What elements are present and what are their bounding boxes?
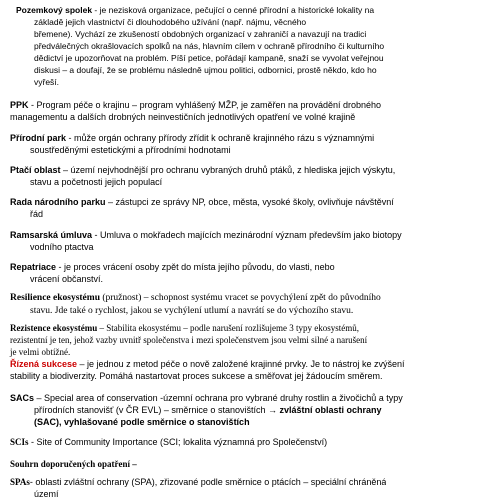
entry-line: managementu a dalších drobných neinvestičních jednotlivých opatření ve volné krajině: [10, 112, 356, 122]
entry-line: [0, 261, 335, 273]
entry-line: vodního ptactva: [30, 242, 94, 252]
entry-text: - je proces vrácení osoby zpět do místa jejího původu, do vlasti, nebo: [56, 262, 335, 272]
entry-text: - oblasti zvláštní ochrany (SPA), zřizované podle směrnice o ptácích – speciální chráněná: [29, 477, 387, 487]
entry-term: Pozemkový spolek: [16, 5, 93, 15]
entry-term: SACs: [10, 393, 35, 403]
entry-rezistence: [0, 322, 367, 358]
entry-repatriace: [0, 261, 335, 285]
entry-ramsarska-umluva: [0, 229, 402, 253]
entry-line: diskusi – a doufají, že se problému následně ujmou politici, odbornici, prostě někdo, kdo ho: [34, 65, 377, 75]
entry-line: [0, 476, 386, 488]
entry-text: - Umluva o mokřadech majících mezinárodní význam především jako biotopy: [92, 230, 402, 240]
entry-text: – je jednou z metod péče o nově založené krajinné prvky. Je to nástroj ke zvýšení: [77, 359, 405, 369]
entry-term: Repatriace: [10, 262, 57, 272]
entry-line: [0, 132, 374, 144]
entry-line: území: [34, 489, 59, 499]
entry-line: [0, 458, 137, 470]
entry-line: [0, 4, 384, 16]
entry-text: –: [130, 459, 137, 469]
entry-line: [0, 229, 402, 241]
entry-line: stavu a početnosti jejich populací: [30, 177, 163, 187]
entry-text: - může orgán ochrany přírody zřídit k ochraně krajinného rázu s významnými: [66, 133, 375, 143]
entry-line: vyřeší.: [34, 77, 60, 87]
entry-term: Rezistence ekosystému: [10, 323, 98, 333]
entry-ppk: [0, 99, 381, 123]
entry-line: [0, 292, 381, 305]
entry-text: přírodních stanovišť (v ČR EVL) – směrnice o stanovištích: [34, 405, 266, 415]
entry-term: Resilience ekosystému: [10, 293, 100, 303]
entry-souhrn: [0, 458, 137, 470]
entry-emphasis: → zvláštní oblasti ochrany: [265, 405, 382, 415]
entry-term: Řízená sukcese: [10, 359, 78, 369]
entry-line: stability a biodiverzity. Pomáhá nastartovat proces sukcese a směřovat jej žádoucím směrem.: [10, 371, 383, 381]
entry-line: [0, 404, 403, 416]
entry-line: základě jejich vlastnictví či dlouhodobého užívání (např. nájmu, věcného: [34, 17, 307, 27]
entry-term: Souhrn doporučených opatření: [10, 459, 131, 469]
entry-text: - je nezisková organizace, pečující o cenné přírodní a historické lokality na: [92, 5, 375, 15]
entry-prirodni-park: [0, 132, 374, 156]
entry-line: [0, 322, 367, 334]
entry-sacs: [0, 392, 403, 428]
entry-rada-np: [0, 196, 394, 220]
entry-term: Ramsarská úmluva: [10, 230, 93, 240]
entry-text: - Site of Community Importance (SCI; lokalita významná pro Společenství): [28, 437, 328, 447]
entry-text: – Special area of conservation -územní ochrana pro vybrané druhy rostlin a živočichů a typy: [36, 393, 403, 403]
entry-term: PPK: [10, 100, 29, 110]
entry-term: SPAs: [10, 477, 30, 487]
entry-line: je velmi obtížné.: [10, 347, 71, 357]
entry-line: soustředěnými estetickými a přírodními hodnotami: [30, 145, 231, 155]
entry-line: stavu. Jde také o rychlost, jakou se vychýlení utlumí a navrátí se do výchozího stavu.: [30, 305, 354, 316]
entry-line: dědictví je upozorňovat na problém. Píší petice, pořádají kampaně, snaží se vyvolat veřejnou: [34, 53, 384, 63]
entry-line: vrácení občanství.: [30, 274, 104, 284]
entry-line: předválečných okrašlovacích spolků na nás, hlavním cílem v ochraně přírodního či kulturního: [34, 41, 385, 51]
entry-text: – zástupci ze správy NP, obce, města, vysoké školy, ovlivňuje návštěvní: [105, 197, 394, 207]
entry-line: (SAC), vyhlašované podle směrnice o stanovištích: [34, 417, 250, 427]
entry-line: [0, 164, 395, 176]
entry-text: – Stabilita ekosystému – podle narušení rozlišujeme 3 typy ekosystémů,: [97, 323, 359, 333]
entry-text: - Program péče o krajinu – program vyhlášený MŽP, je zaměřen na provádění drobného: [28, 100, 382, 110]
entry-text: (pružnost) – schopnost systému vracet se povychýlení zpět do původního: [99, 293, 381, 303]
entry-term: Přírodní park: [10, 133, 67, 143]
entry-line: břemene). Vychází ze zkušeností obdobných organizací v zahraničí a navazují na tradici: [34, 29, 367, 39]
entry-line: [0, 392, 403, 404]
entry-line: [0, 436, 327, 448]
entry-line: [0, 196, 394, 208]
entry-pozemkovy-spolek: [0, 4, 384, 88]
entry-text: – území nejvhodnější pro ochranu vybraných druhů ptáků, z hlediska jejich výskytu,: [60, 165, 396, 175]
entry-resilience: [0, 292, 381, 317]
entry-line: [0, 99, 381, 111]
entry-line: řád: [30, 209, 44, 219]
entry-term: Rada národního parku: [10, 197, 106, 207]
entry-line: [0, 358, 405, 370]
entry-scis: [0, 436, 327, 448]
entry-line: rezistentní je ten, jehož vazby uvnitř společenstva i mezi společenstvem jsou velmi silné a narušení: [10, 335, 368, 345]
entry-ptaci-oblast: [0, 164, 395, 188]
entry-term: Ptačí oblast: [10, 165, 61, 175]
entry-rizena-sukcese: [0, 358, 405, 382]
entry-term: SCIs: [10, 437, 29, 447]
entry-spas: [0, 476, 386, 500]
